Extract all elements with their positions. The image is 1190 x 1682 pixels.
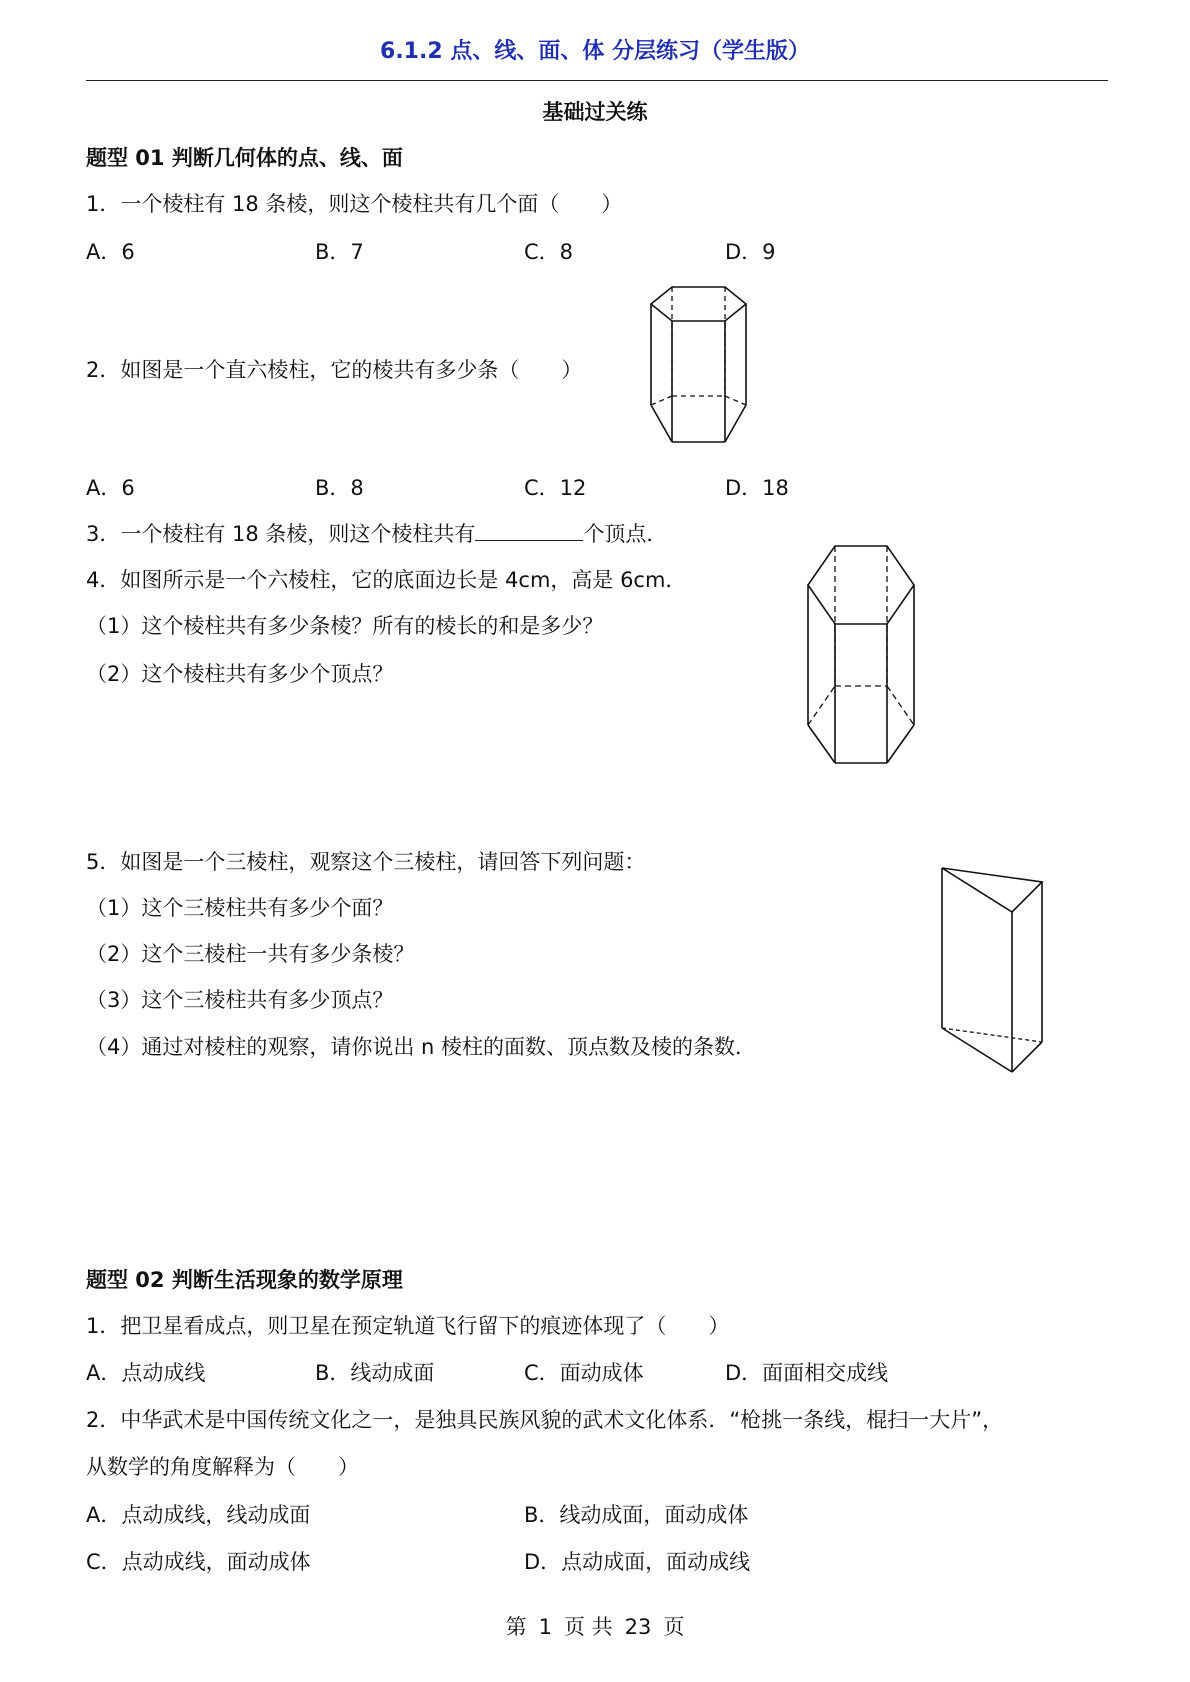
p1-q4-sub2: （2）这个棱柱共有多少个顶点？ (86, 662, 394, 686)
page-total: 23 (624, 1615, 652, 1639)
triangular-prism-figure (936, 864, 1046, 1076)
p2-q2-stem-line1: 2．中华武术是中国传统文化之一，是独具民族风貌的武术文化体系．“枪挑一条线，棍扫一大片”， (86, 1408, 1004, 1432)
part2-heading: 题型 02 判断生活现象的数学原理 (86, 1268, 403, 1292)
p1-q3 (86, 518, 667, 548)
p1-q5-sub3: （3）这个三棱柱共有多少顶点？ (86, 988, 394, 1012)
footer-prefix: 第 (505, 1615, 527, 1639)
p2-q2-option-d: D．点动成面，面动成线 (524, 1550, 751, 1574)
p1-q5-sub4: （4）通过对棱柱的观察，请你说出 n 棱柱的面数、顶点数及棱的条数． (86, 1035, 757, 1059)
p1-q4-stem: 4．如图所示是一个六棱柱，它的底面边长是 4cm，高是 6cm． (86, 568, 687, 592)
p2-q1-option-b: B．线动成面 (315, 1361, 435, 1385)
p1-q1-option-a: A．6 (86, 240, 135, 264)
p2-q1-option-a: A．点动成线 (86, 1361, 206, 1385)
p1-q1-option-b: B．7 (315, 240, 364, 264)
p1-q2-option-c: C．12 (524, 476, 587, 500)
p1-q5-sub2: （2）这个三棱柱一共有多少条棱？ (86, 942, 415, 966)
p2-q2-option-c: C．点动成线，面动成体 (86, 1550, 311, 1574)
p1-q1-option-d: D．9 (725, 240, 776, 264)
p2-q1-option-d: D．面面相交成线 (725, 1361, 889, 1385)
hexagonal-prism-figure-small (645, 282, 755, 447)
p1-q3-before: 3．一个棱柱有 18 条棱，则这个棱柱共有 (86, 522, 476, 546)
header-rule (86, 80, 1108, 81)
p2-q2-option-a: A．点动成线，线动成面 (86, 1503, 311, 1527)
answer-blank[interactable] (475, 522, 583, 541)
p1-q2-option-a: A．6 (86, 476, 135, 500)
p1-q5-stem: 5．如图是一个三棱柱，观察这个三棱柱，请回答下列问题： (86, 850, 646, 874)
p1-q1-stem: 1．一个棱柱有 18 条棱，则这个棱柱共有几个面（ ） (86, 192, 623, 216)
footer-suffix: 页 (663, 1615, 685, 1639)
page-number: 1 (538, 1615, 552, 1639)
p1-q2-stem: 2．如图是一个直六棱柱，它的棱共有多少条（ ） (86, 358, 583, 382)
p2-q2-option-b: B．线动成面，面动成体 (524, 1503, 749, 1527)
p2-q1-option-c: C．面动成体 (524, 1361, 644, 1385)
p1-q4-sub1: （1）这个棱柱共有多少条棱？所有的棱长的和是多少？ (86, 614, 604, 638)
p1-q2-option-b: B．8 (315, 476, 364, 500)
p1-q5-sub1: （1）这个三棱柱共有多少个面？ (86, 896, 394, 920)
document-title: 6.1.2 点、线、面、体 分层练习（学生版） (380, 39, 810, 64)
p1-q1-option-c: C．8 (524, 240, 574, 264)
p1-q2-option-d: D．18 (725, 476, 789, 500)
p2-q1-stem: 1．把卫星看成点，则卫星在预定轨道飞行留下的痕迹体现了（ ） (86, 1314, 730, 1338)
hexagonal-prism-figure-large (803, 542, 921, 767)
page-footer (0, 1611, 1190, 1641)
part1-heading: 题型 01 判断几何体的点、线、面 (86, 146, 403, 170)
footer-mid: 页 共 (563, 1615, 613, 1639)
section-title: 基础过关练 (542, 100, 648, 124)
p2-q2-stem-line2: 从数学的角度解释为（ ） (86, 1455, 359, 1479)
p1-q3-after: 个顶点． (583, 522, 668, 546)
